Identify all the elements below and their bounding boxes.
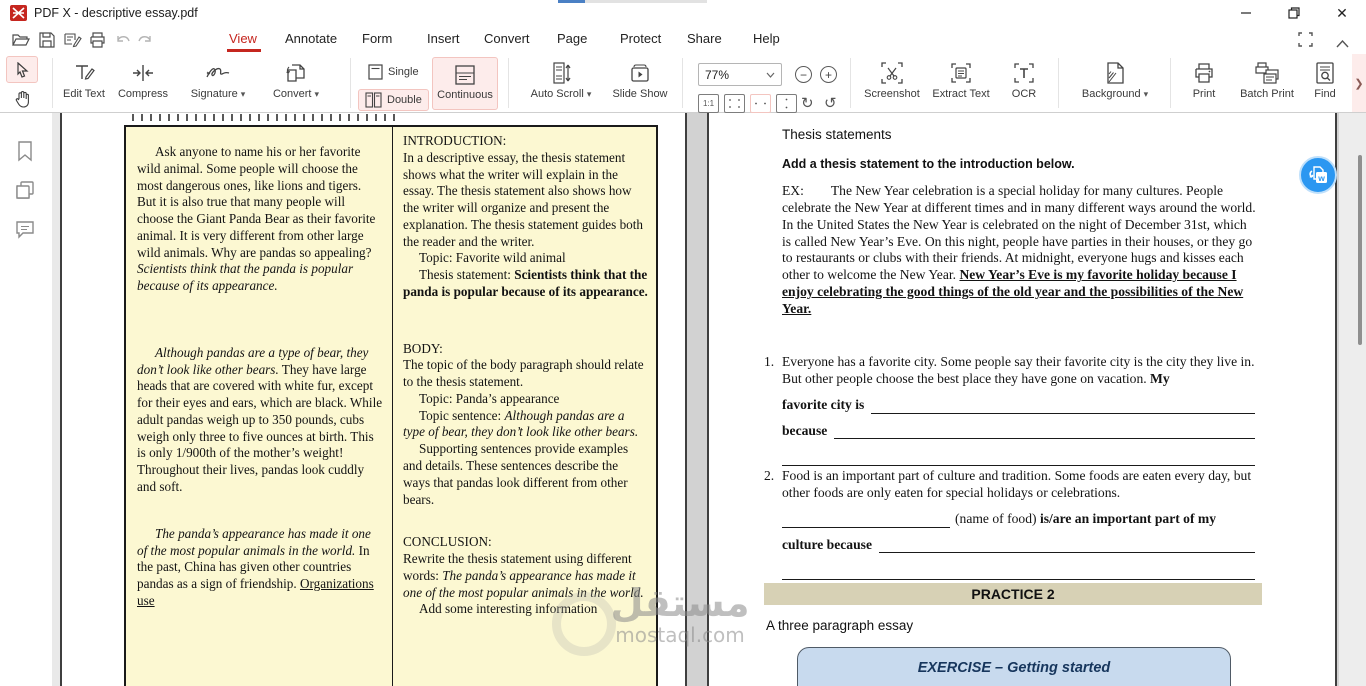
body-label: BODY: (403, 340, 443, 356)
clipped-text-line (132, 114, 400, 121)
convert-to-word-button[interactable] (1299, 156, 1337, 194)
page-thumbnails-icon[interactable] (15, 180, 37, 202)
chevron-down-icon: ▾ (240, 88, 246, 99)
edit-text-button[interactable]: Edit Text (54, 61, 114, 100)
menu-bar (0, 26, 1366, 54)
find-icon (1313, 61, 1337, 85)
menu-share[interactable]: Share (687, 31, 722, 46)
minimize-button[interactable] (1224, 0, 1268, 26)
actual-size-button[interactable]: 1:1 (698, 94, 719, 113)
single-page-toggle[interactable]: Single (362, 62, 425, 82)
batch-print-button[interactable]: Batch Print (1232, 61, 1302, 100)
essay-paragraph-1: Ask anyone to name his or her favorite wild animal. Some people will choose the most dangerous ones, like lions and tigers. But it is also true that many people will choose the Giant Panda Bear as their favorite animal. It is very different from other large wild animals. Why are pandas so appealing? Scientists think that the panda is popular because of its appearance. (137, 144, 376, 294)
auto-scroll-button[interactable]: Auto Scroll ▾ (522, 61, 600, 100)
title-bar (0, 0, 1366, 26)
progress-bar-filled (558, 0, 585, 3)
conclusion-tail: Add some interesting information (419, 601, 598, 617)
double-page-toggle[interactable]: Double (358, 89, 429, 111)
body-topic-line: Topic: Panda’s appearance (419, 390, 560, 406)
navigation-sidebar (0, 113, 52, 686)
convert-button[interactable]: Convert ▾ (262, 61, 330, 100)
menu-help[interactable]: Help (753, 31, 780, 46)
progress-bar-track (585, 0, 707, 3)
example-essay-column (126, 127, 393, 686)
exercise-box (797, 647, 1231, 686)
save-icon[interactable] (36, 30, 58, 50)
practice2-banner: PRACTICE 2 (764, 583, 1262, 605)
compress-button[interactable]: Compress (111, 61, 175, 100)
toolbar (0, 54, 1366, 113)
screenshot-button[interactable]: Screenshot (858, 61, 926, 100)
thesis-statement-line: Thesis statement: Scientists think that the panda is popular because of its appearance. (403, 267, 648, 299)
zoom-out-button[interactable]: − (795, 66, 812, 83)
word-document-icon (1306, 164, 1330, 186)
menu-page[interactable]: Page (557, 31, 588, 46)
hand-tool-button[interactable] (8, 87, 36, 111)
find-button[interactable]: Find (1303, 61, 1347, 100)
essay-structure-column (393, 127, 656, 686)
pdf-page-right (707, 113, 1337, 686)
sidebar-divider (52, 113, 60, 686)
signature-icon (205, 61, 231, 85)
write-in-line[interactable] (879, 539, 1255, 553)
rotate-clockwise-icon[interactable]: ↻ (801, 95, 814, 112)
menu-protect[interactable]: Protect (620, 31, 662, 46)
watermark-url: mostaql.com (615, 622, 745, 647)
item2-number: 2. (764, 468, 775, 483)
fit-height-button[interactable] (776, 94, 797, 113)
chevron-down-icon: ▾ (1143, 88, 1149, 99)
app-logo-icon (10, 5, 27, 21)
slide-show-icon (628, 61, 652, 85)
screenshot-icon (880, 61, 904, 85)
write-in-line[interactable] (871, 399, 1255, 413)
body-section (403, 341, 648, 509)
write-in-line[interactable] (782, 447, 1255, 465)
menu-view[interactable]: View (229, 31, 257, 46)
ocr-button[interactable]: OCR (1000, 61, 1048, 100)
write-in-line[interactable] (834, 425, 1255, 439)
supporting-sentences: Supporting sentences provide examples and details. These sentences describe the ways that pandas look different from other bears. (403, 441, 629, 507)
comments-icon[interactable] (15, 220, 37, 242)
fullscreen-icon[interactable] (1298, 32, 1313, 52)
essay-paragraph-2: Although pandas are a type of bear, they don’t look like other bears. They have large heads that are covered with white fur, except for their eyes and ears, which are black. While adult pandas weigh up to 350 pounds, cubs weigh only three to five ounces at birth. This is only 1/900th of the mother’s weight! Throughout their lives, pandas look cuddly and soft. (137, 344, 383, 495)
introduction-body: In a descriptive essay, the thesis statement shows what the writer will explain in the essay. The thesis statement also shows how the writer will organize and present the explanation. The thesis statement guides both the reader and the writer. (403, 149, 644, 249)
continuous-view-button[interactable]: Continuous (432, 57, 498, 110)
restore-button[interactable] (1272, 0, 1316, 26)
instruction-line: Add a thesis statement to the introduction below. (782, 157, 1075, 171)
exercise-box-title: EXERCISE – Getting started (917, 660, 1111, 676)
watermark-arabic: مستقل (610, 581, 750, 625)
open-file-icon[interactable] (10, 30, 32, 50)
single-page-icon (368, 64, 383, 80)
essay-paragraph-3: The panda’s appearance has made it one of the most popular animals in the world. In the past, China has given other countries pandas as a sign of friendship. Organizations use (137, 525, 374, 608)
collapse-toolbar-icon[interactable] (1336, 35, 1349, 53)
item1-label-b: because (782, 422, 828, 438)
close-button[interactable]: ✕ (1336, 4, 1348, 21)
chevron-down-icon: ▾ (586, 88, 592, 99)
redo-icon[interactable] (134, 30, 156, 50)
item1-label-a: favorite city is (782, 396, 865, 412)
write-in-line[interactable] (782, 561, 1255, 579)
undo-icon[interactable] (112, 30, 134, 50)
example-paragraph: EX: The New Year celebration is a special holiday for many cultures. People celebrate the New Year at different times and in many different ways around the world. In the United States the New Year is celebrated on the night of December 31st, which is called New Year’s Eve. On this night, people have parties in their houses, or they go to restaurants or clubs with their friends. At midnight, everyone hugs and kisses each other to welcome the New Year. New Year’s Eve is my favorite holiday because I enjoy celebrating the good things of the old year and the possibilities of the New Year. (782, 183, 1256, 316)
edit-text-icon (72, 61, 96, 85)
introduction-label: INTRODUCTION: (403, 133, 507, 148)
conclusion-text: Rewrite the thesis statement using different words: The panda’s appearance has made it one of the most popular animals in the world. (403, 551, 644, 600)
double-page-icon (365, 92, 382, 108)
menu-insert[interactable]: Insert (427, 31, 460, 46)
item2-mid-label: (name of food) (955, 510, 1037, 526)
ocr-icon (1012, 61, 1036, 85)
extract-text-icon (949, 61, 973, 85)
item1-number: 1. (764, 354, 775, 369)
print-icon (1192, 61, 1216, 85)
chevron-down-icon (766, 72, 775, 78)
topic-sentence-line: Topic sentence: Although pandas are a type of bear, they don’t look like other bears. (403, 407, 639, 440)
body-text: The topic of the body paragraph should relate to the thesis statement. (403, 357, 644, 390)
background-button[interactable]: Background ▾ (1075, 61, 1155, 100)
background-icon (1103, 61, 1127, 85)
continuous-view-icon (453, 64, 477, 86)
conclusion-section (403, 534, 648, 618)
item2-label-b: culture because (782, 536, 872, 552)
extract-text-button[interactable]: Extract Text (925, 61, 997, 100)
print-button[interactable]: Print (1180, 61, 1228, 100)
quick-print-icon[interactable] (86, 30, 108, 50)
vertical-scrollbar-thumb[interactable] (1358, 155, 1362, 345)
item1-text: Everyone has a favorite city. Some people say their favorite city is the city they live in. But other people choose the best place they have gone on vacation. My (782, 354, 1255, 386)
toolbar-overflow-button[interactable]: ❯ (1352, 54, 1366, 112)
watermark-ring (552, 592, 616, 656)
item2-bold-label: is/are an important part of my (1039, 510, 1217, 526)
menu-annotate[interactable]: Annotate (285, 31, 338, 46)
exercise-item-2 (782, 468, 1255, 580)
svg-text:w: w (1318, 172, 1325, 183)
slide-show-button[interactable]: Slide Show (606, 61, 674, 100)
section-subtitle: A three paragraph essay (766, 618, 914, 633)
zoom-level-select[interactable]: 77% (698, 63, 782, 86)
select-arrow-icon (15, 62, 30, 78)
menu-convert[interactable]: Convert (484, 31, 530, 46)
conclusion-label: CONCLUSION: (403, 534, 492, 550)
exercise-item-1 (782, 354, 1255, 466)
auto-scroll-icon (549, 61, 573, 85)
bookmarks-icon[interactable] (15, 140, 37, 162)
rotate-counterclockwise-icon[interactable]: ↺ (824, 95, 837, 112)
active-menu-underline (227, 49, 261, 52)
menu-form[interactable]: Form (362, 31, 393, 46)
write-in-line[interactable] (782, 513, 950, 527)
select-tool-button[interactable] (6, 56, 38, 83)
convert-icon (284, 61, 308, 85)
compress-icon (131, 61, 155, 85)
save-as-icon[interactable] (62, 30, 84, 50)
fit-width-button[interactable] (750, 94, 771, 113)
zoom-in-button[interactable]: + (820, 66, 837, 83)
item2-text: Food is an important part of culture and tradition. Some foods are eaten every day, but other foods are only eaten for special holidays or celebrations. (782, 468, 1252, 500)
hand-icon (15, 91, 30, 108)
signature-button[interactable]: Signature ▾ (180, 61, 256, 100)
window-title: PDF X - descriptive essay.pdf (34, 6, 198, 20)
chevron-down-icon: ▾ (314, 88, 320, 99)
fit-page-button[interactable] (724, 94, 745, 113)
topic-line: Topic: Favorite wild animal (419, 250, 566, 266)
page-heading: Thesis statements (782, 127, 892, 142)
batch-print-icon (1254, 61, 1280, 85)
